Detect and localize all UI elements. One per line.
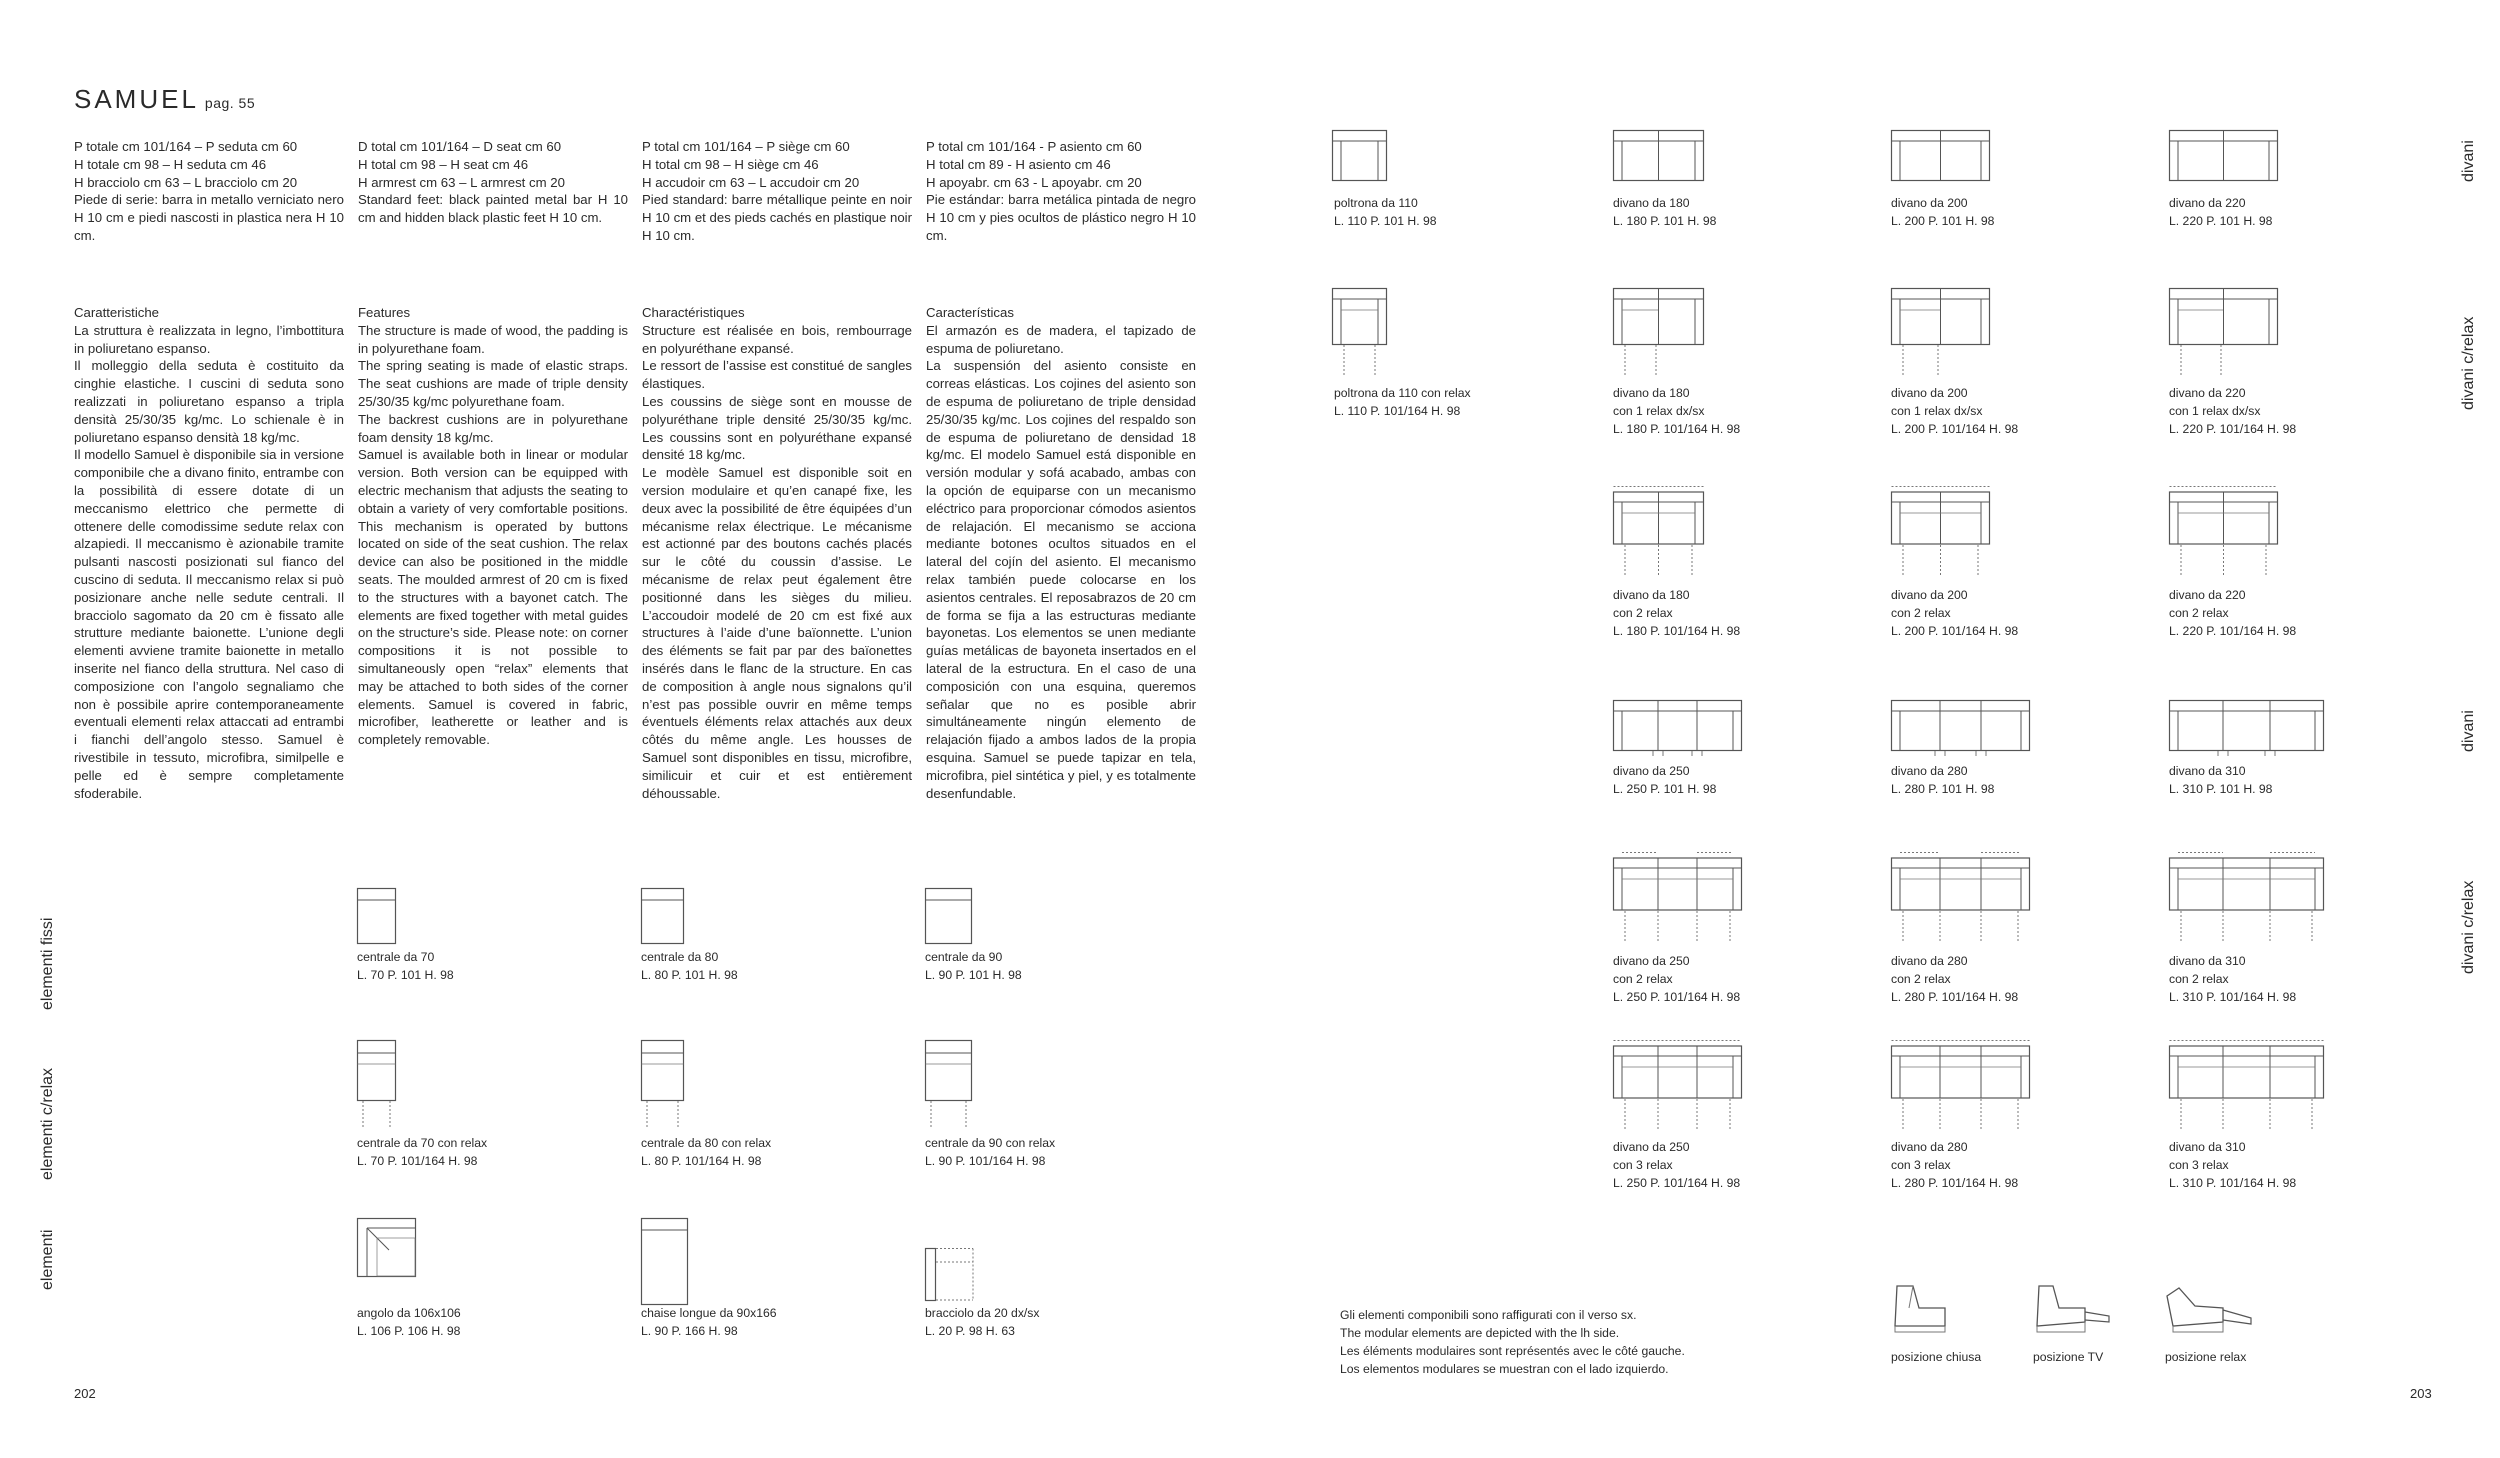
armchair-drawing [1332, 130, 1388, 186]
spec-line: P total cm 101/164 – P siège cm 60 [642, 139, 850, 154]
side-label-sofas-relax: divani c/relax [2460, 316, 2477, 410]
sofa-relax-count: con 2 relax [1891, 606, 1951, 620]
page-number-right: 203 [2410, 1386, 2432, 1401]
column-english [358, 138, 628, 749]
note-line: Los elementos modulares se muestran con el lado izquierdo. [1340, 1362, 1669, 1376]
sofa-caption [1891, 952, 2018, 1006]
sofa-relax-drawing [2169, 1040, 2325, 1132]
sofa-dims: L. 280 P. 101/164 H. 98 [1891, 1176, 2019, 1190]
sofa-dims: L. 280 P. 101 H. 98 [1891, 782, 1995, 796]
body-paragraph: Il modello Samuel è disponibile sia in versione componibile che a divano finito, entrambe con la possibilità di essere dotate di un meccanismo elettrico che permette di ottenere delle comodissime sedute relax con alzapiedi. Il meccanismo è azionabile tramite pulsanti nascosti posizionati sul fianco del cuscino di seduta. Il meccanismo relax si può posizionare anche nelle sedute centrali. Il bracciolo sagomato da 20 cm è fissato alle strutture mediante baionette. L’unione degli elementi avviene tramite baionette in metallo inserite nel fianco della struttura. Nel caso di composizione con l’angolo segnaliamo che non è possibile aprire contemporaneamente eventuali elementi relax attaccati ad entrambi i fianchi dell’angolo stesso. Samuel è rivestibile in tessuto, microfibra, similpelle e pelle ed è sempre completamente sfoderabile. [74, 447, 344, 801]
sofa-name: divano da 180 [1613, 588, 1690, 602]
sofa-relax-count: con 3 relax [2169, 1158, 2229, 1172]
armchair-relax-drawing [1332, 288, 1388, 378]
element-dims: L. 80 P. 101/164 H. 98 [641, 1154, 762, 1168]
body-paragraph: Samuel is available both in linear or modular version. Both version can be equipped with electric mechanism that adjusts the seating to obtain a variety of very comfortable positions. This mechanism is operated by buttons located on side of the seat cushion. The relax device can also be positioned in the middle seats. The moulded armrest of 20 cm is fixed to the structures with a bayonet catch. The elements are fixed together with metal guides on the structure’s side. Please note: on corner compositions it is not possible to simultaneously open “relax” elements that may be attached to both sides of the corner elements. Samuel is covered in fabric, microfiber, leatherette or leather and is completely removable. [358, 447, 628, 748]
sofa-dims: L. 180 P. 101 H. 98 [1613, 214, 1717, 228]
sofa-relax-drawing [1891, 288, 1991, 378]
element-name: angolo da 106x106 [357, 1306, 461, 1320]
armrest-drawing [925, 1248, 975, 1304]
spec-line: P totale cm 101/164 – P seduta cm 60 [74, 139, 298, 154]
sofa-name: divano da 310 [2169, 954, 2246, 968]
side-label-sofas: divani [2460, 140, 2477, 182]
spec-line: H armrest cm 63 – L armrest cm 20 [358, 174, 565, 190]
sofa-relax-drawing [1891, 1040, 2031, 1132]
chaise-longue-drawing [641, 1218, 689, 1308]
note-line: The modular elements are depicted with the lh side. [1340, 1326, 1620, 1340]
sofa-name: divano da 200 [1891, 588, 1968, 602]
tv-position-icon [2033, 1282, 2113, 1338]
spec-line: H bracciolo cm 63 – L bracciolo cm 20 [74, 174, 298, 190]
element-name: centrale da 70 con relax [357, 1136, 488, 1150]
spec-block [642, 138, 912, 264]
sofa-relax-drawing [1613, 1040, 1743, 1132]
side-label-elements: elementi [39, 1229, 56, 1290]
modular-note [1340, 1306, 1685, 1378]
sofa-relax-count: con 2 relax [1613, 606, 1673, 620]
sofa-caption [1891, 384, 2018, 438]
body-paragraph: La suspensión del asiento consiste en correas elásticas. Los cojines del asiento son de espuma de poliuretano de triple densidad 25/30/35 kg/mc. Los cojines del respaldo son de espuma de poliuretano de densidad 18 kg/mc. El modelo Samuel está disponible en versión modular y sofá acabado, ambas con la opción de equiparse con un mecanismo eléctrico para proporcionar cómodos asientos de relajación. El mecanismo se acciona mediante botones ocultos situados en el lateral del cojín del asiento. El mecanismo relax también puede colocarse en los asientos centrales. El reposabrazos de 20 cm de forma se fija a las estructuras mediante bayonetas. Los elementos se unen mediante guías metálicas de bayoneta insertados en el lateral de la estructura. En el caso de una composición con una esquina, queremos señalar que no es posible abrir simultáneamente ningún elemento de relajación fijado a ambos lados de la propia esquina. Samuel se puede tapizar en tela, microfibra, piel sintética y piel, y es totalmente desenfundable. [926, 358, 1196, 801]
spec-line: H accudoir cm 63 – L accudoir cm 20 [642, 174, 860, 190]
element-caption [641, 1134, 771, 1170]
page-title [74, 84, 255, 115]
sofa-relax-drawing [2169, 852, 2325, 944]
sofa-relax-count: con 3 relax [1891, 1158, 1951, 1172]
sofa-dims: L. 220 P. 101 H. 98 [2169, 214, 2273, 228]
position-label: posizione chiusa [1891, 1350, 1982, 1364]
sofa-name: divano da 200 [1891, 386, 1968, 400]
element-caption [357, 1134, 487, 1170]
element-relax-drawing [641, 1040, 685, 1128]
sofa-name: divano da 310 [2169, 764, 2246, 778]
sofa-caption [2169, 1138, 2296, 1192]
sofa-name: poltrona da 110 con relax [1334, 386, 1471, 400]
body-paragraph: Les coussins de siège sont en mousse de polyuréthane triple densité 25/30/35 kg/mc. Les coussins sont en polyuréthane expansé densité 18 kg/mc. [642, 393, 912, 463]
sofa-dims: L. 220 P. 101/164 H. 98 [2169, 624, 2297, 638]
body-paragraph: The backrest cushions are in polyurethane foam density 18 kg/mc. [358, 411, 628, 445]
sofa-dims: L. 110 P. 101 H. 98 [1334, 214, 1437, 228]
body-paragraph: El armazón es de madera, el tapizado de espuma de poliuretano. [926, 322, 1196, 356]
sofa-relax-count: con 2 relax [2169, 606, 2229, 620]
sofa-relax-count: con 2 relax [1891, 972, 1951, 986]
element-caption [641, 1304, 777, 1340]
element-caption [925, 1304, 1040, 1340]
element-caption [357, 1304, 461, 1340]
element-dims: L. 90 P. 101 H. 98 [925, 968, 1022, 982]
sofa-caption [1613, 952, 1740, 1006]
sofa-drawing [2169, 130, 2279, 186]
spec-line: H total cm 98 – H siège cm 46 [642, 156, 819, 172]
sofa-name: divano da 310 [2169, 1140, 2246, 1154]
section-heading: Charactéristiques [642, 305, 745, 320]
spec-line: P total cm 101/164 - P asiento cm 60 [926, 139, 1142, 154]
sofa-name: divano da 220 [2169, 588, 2246, 602]
sofa-relax-count: con 1 relax dx/sx [1891, 404, 1983, 418]
element-dims: L. 90 P. 166 H. 98 [641, 1324, 738, 1338]
section-heading: Features [358, 305, 411, 320]
element-name: centrale da 90 [925, 950, 1003, 964]
sofa-drawing [1891, 700, 2031, 760]
element-name: centrale da 80 con relax [641, 1136, 772, 1150]
sofa-name: divano da 280 [1891, 764, 1968, 778]
spec-block [74, 138, 344, 264]
element-name: centrale da 90 con relax [925, 1136, 1056, 1150]
spec-line: H totale cm 98 – H seduta cm 46 [74, 156, 267, 172]
note-line: Gli elementi componibili sono raffigurati con il verso sx. [1340, 1308, 1637, 1322]
sofa-caption [1334, 194, 1437, 230]
sofa-dims: L. 200 P. 101/164 H. 98 [1891, 422, 2019, 436]
sofa-name: poltrona da 110 [1334, 196, 1418, 210]
element-name: bracciolo da 20 dx/sx [925, 1306, 1040, 1320]
sofa-name: divano da 220 [2169, 196, 2246, 210]
element-caption [925, 948, 1022, 984]
body-paragraph: Structure est réalisée en bois, rembourrage en polyuréthane expansé. [642, 322, 912, 356]
relax-position-icon [2165, 1282, 2255, 1338]
section-heading: Características [926, 305, 1014, 320]
sofa-relax-drawing [1613, 486, 1705, 578]
sofa-dims: L. 310 P. 101/164 H. 98 [2169, 1176, 2297, 1190]
sofa-name: divano da 280 [1891, 954, 1968, 968]
sofa-name: divano da 200 [1891, 196, 1968, 210]
element-dims: L. 106 P. 106 H. 98 [357, 1324, 461, 1338]
sofa-caption [1334, 384, 1471, 420]
sofa-relax-drawing [1613, 852, 1743, 944]
sofa-dims: L. 250 P. 101/164 H. 98 [1613, 990, 1741, 1004]
spec-line: H total cm 98 – H seat cm 46 [358, 156, 529, 172]
spec-line: H total cm 89 - H asiento cm 46 [926, 156, 1111, 172]
page-number-left: 202 [74, 1386, 96, 1401]
sofa-caption [1891, 1138, 2018, 1192]
model-name: SAMUEL [74, 84, 199, 114]
column-italian [74, 138, 344, 802]
sofa-caption [1613, 194, 1716, 230]
sofa-dims: L. 200 P. 101 H. 98 [1891, 214, 1995, 228]
sofa-drawing [1613, 130, 1705, 186]
sofa-dims: L. 180 P. 101/164 H. 98 [1613, 422, 1741, 436]
spec-line: H apoyabr. cm 63 - L apoyabr. cm 20 [926, 174, 1142, 190]
corner-element-drawing [357, 1218, 417, 1308]
sofa-caption [1613, 762, 1716, 798]
body-paragraph: Il molleggio della seduta è costituito da cinghie elastiche. I cuscini di seduta sono realizzati in poliuretano espanso a tripla densità 25/30/35 kg/mc. Lo schienale è in poliuretano espanso densità 18 kg/mc. [74, 358, 344, 445]
sofa-dims: L. 110 P. 101/164 H. 98 [1334, 404, 1461, 418]
sofa-dims: L. 200 P. 101/164 H. 98 [1891, 624, 2019, 638]
sofa-name: divano da 250 [1613, 954, 1690, 968]
element-caption [925, 1134, 1055, 1170]
closed-position-icon [1891, 1282, 1951, 1338]
sofa-drawing [2169, 700, 2325, 760]
spec-block [358, 138, 628, 264]
column-spanish [926, 138, 1196, 802]
sofa-dims: L. 250 P. 101 H. 98 [1613, 782, 1717, 796]
sofa-name: divano da 280 [1891, 1140, 1968, 1154]
element-name: centrale da 80 [641, 950, 719, 964]
sofa-name: divano da 220 [2169, 386, 2246, 400]
sofa-relax-count: con 1 relax dx/sx [1613, 404, 1705, 418]
element-dims: L. 20 P. 98 H. 63 [925, 1324, 1015, 1338]
element-drawing [357, 888, 397, 944]
element-caption [641, 948, 738, 984]
body-paragraph: Le ressort de l’assise est constitué de sangles élastiques. [642, 358, 912, 392]
element-caption [357, 948, 454, 984]
sofa-caption [1613, 586, 1740, 640]
sofa-relax-drawing [1891, 486, 1991, 578]
element-drawing [925, 888, 973, 944]
sofa-name: divano da 250 [1613, 1140, 1690, 1154]
sofa-caption [1891, 194, 1994, 230]
sofa-relax-drawing [2169, 288, 2279, 378]
spec-line: Piede di serie: barra in metallo verniciato nero H 10 cm e piedi nascosti in plastica nera H 10 cm. [74, 192, 344, 243]
column-french [642, 138, 912, 802]
sofa-relax-count: con 1 relax dx/sx [2169, 404, 2261, 418]
page-reference: pag. 55 [204, 95, 256, 111]
sofa-relax-drawing [1891, 852, 2031, 944]
section-heading: Caratteristiche [74, 305, 160, 320]
side-label-relax-elements: elementi c/relax [39, 1067, 56, 1180]
sofa-relax-drawing [2169, 486, 2279, 578]
sofa-dims: L. 220 P. 101/164 H. 98 [2169, 422, 2297, 436]
element-relax-drawing [357, 1040, 397, 1128]
element-dims: L. 90 P. 101/164 H. 98 [925, 1154, 1046, 1168]
sofa-dims: L. 310 P. 101/164 H. 98 [2169, 990, 2297, 1004]
element-dims: L. 80 P. 101 H. 98 [641, 968, 738, 982]
body-paragraph: The spring seating is made of elastic straps. The seat cushions are made of triple density 25/30/35 kg/mc polyurethane foam. [358, 358, 628, 409]
sofa-relax-drawing [1613, 288, 1705, 378]
body-paragraph: Le modèle Samuel est disponible soit en version modulaire et qu’en canapé fixe, les deux avec la possibilité de être équipées d’un mécanisme relax électrique. Le mécanisme est actionné par des boutons cachés placés sur le côté du coussin d’assise. Le mécanisme de relax peut également être positionné dans les sièges du milieu. L’accoudoir modelé de 20 cm est fixé aux structures à l’aide d’une baïonnette. L’union des éléments se fait par par des baïonettes insérés dans le flanc de la structure. En cas de composition à angle nous signalons qu’il n’est pas possible ouvrir en même temps éventuels éléments relax attachés aux deux côtés du même angle. Les housses de Samuel sont disponibles en tissu, microfibre, similicuir et cuir et est entièrement déhoussable. [642, 465, 912, 801]
sofa-relax-count: con 2 relax [2169, 972, 2229, 986]
side-label-sofas-relax: divani c/relax [2460, 880, 2477, 974]
sofa-name: divano da 250 [1613, 764, 1690, 778]
sofa-caption [1613, 1138, 1740, 1192]
sofa-relax-count: con 3 relax [1613, 1158, 1673, 1172]
sofa-dims: L. 280 P. 101/164 H. 98 [1891, 990, 2019, 1004]
sofa-name: divano da 180 [1613, 196, 1690, 210]
spec-block [926, 138, 1196, 264]
body-paragraph: The structure is made of wood, the padding is in polyurethane foam. [358, 322, 628, 356]
sofa-dims: L. 180 P. 101/164 H. 98 [1613, 624, 1741, 638]
spec-line: D total cm 101/164 – D seat cm 60 [358, 139, 562, 154]
note-line: Les éléments modulaires sont représentés avec le côté gauche. [1340, 1344, 1685, 1358]
sofa-caption [1613, 384, 1740, 438]
element-drawing [641, 888, 685, 944]
side-label-fixed-elements: elementi fissi [39, 917, 56, 1010]
spec-line: Pie estándar: barra metálica pintada de negro H 10 cm y pies ocultos de plástico negro H 10 cm. [926, 192, 1196, 243]
spec-line: Standard feet: black painted metal bar H 10 cm and hidden black plastic feet H 10 cm. [358, 192, 628, 226]
element-relax-drawing [925, 1040, 973, 1128]
sofa-caption [2169, 952, 2296, 1006]
sofa-relax-count: con 2 relax [1613, 972, 1673, 986]
sofa-name: divano da 180 [1613, 386, 1690, 400]
sofa-caption [1891, 586, 2018, 640]
element-name: centrale da 70 [357, 950, 435, 964]
sofa-dims: L. 310 P. 101 H. 98 [2169, 782, 2273, 796]
sofa-dims: L. 250 P. 101/164 H. 98 [1613, 1176, 1741, 1190]
spec-line: Pied standard: barre métallique peinte en noir H 10 cm et des pieds cachés en plastique noir H 10 cm. [642, 192, 912, 243]
side-label-sofas: divani [2460, 710, 2477, 752]
element-name: chaise longue da 90x166 [641, 1306, 777, 1320]
position-label: posizione relax [2165, 1350, 2247, 1364]
sofa-drawing [1613, 700, 1743, 760]
sofa-caption [2169, 194, 2272, 230]
element-dims: L. 70 P. 101/164 H. 98 [357, 1154, 478, 1168]
element-dims: L. 70 P. 101 H. 98 [357, 968, 454, 982]
sofa-caption [1891, 762, 1994, 798]
sofa-caption [2169, 762, 2272, 798]
position-label: posizione TV [2033, 1350, 2104, 1364]
sofa-drawing [1891, 130, 1991, 186]
body-paragraph: La struttura è realizzata in legno, l’imbottitura in poliuretano espanso. [74, 322, 344, 356]
sofa-caption [2169, 384, 2296, 438]
sofa-caption [2169, 586, 2296, 640]
